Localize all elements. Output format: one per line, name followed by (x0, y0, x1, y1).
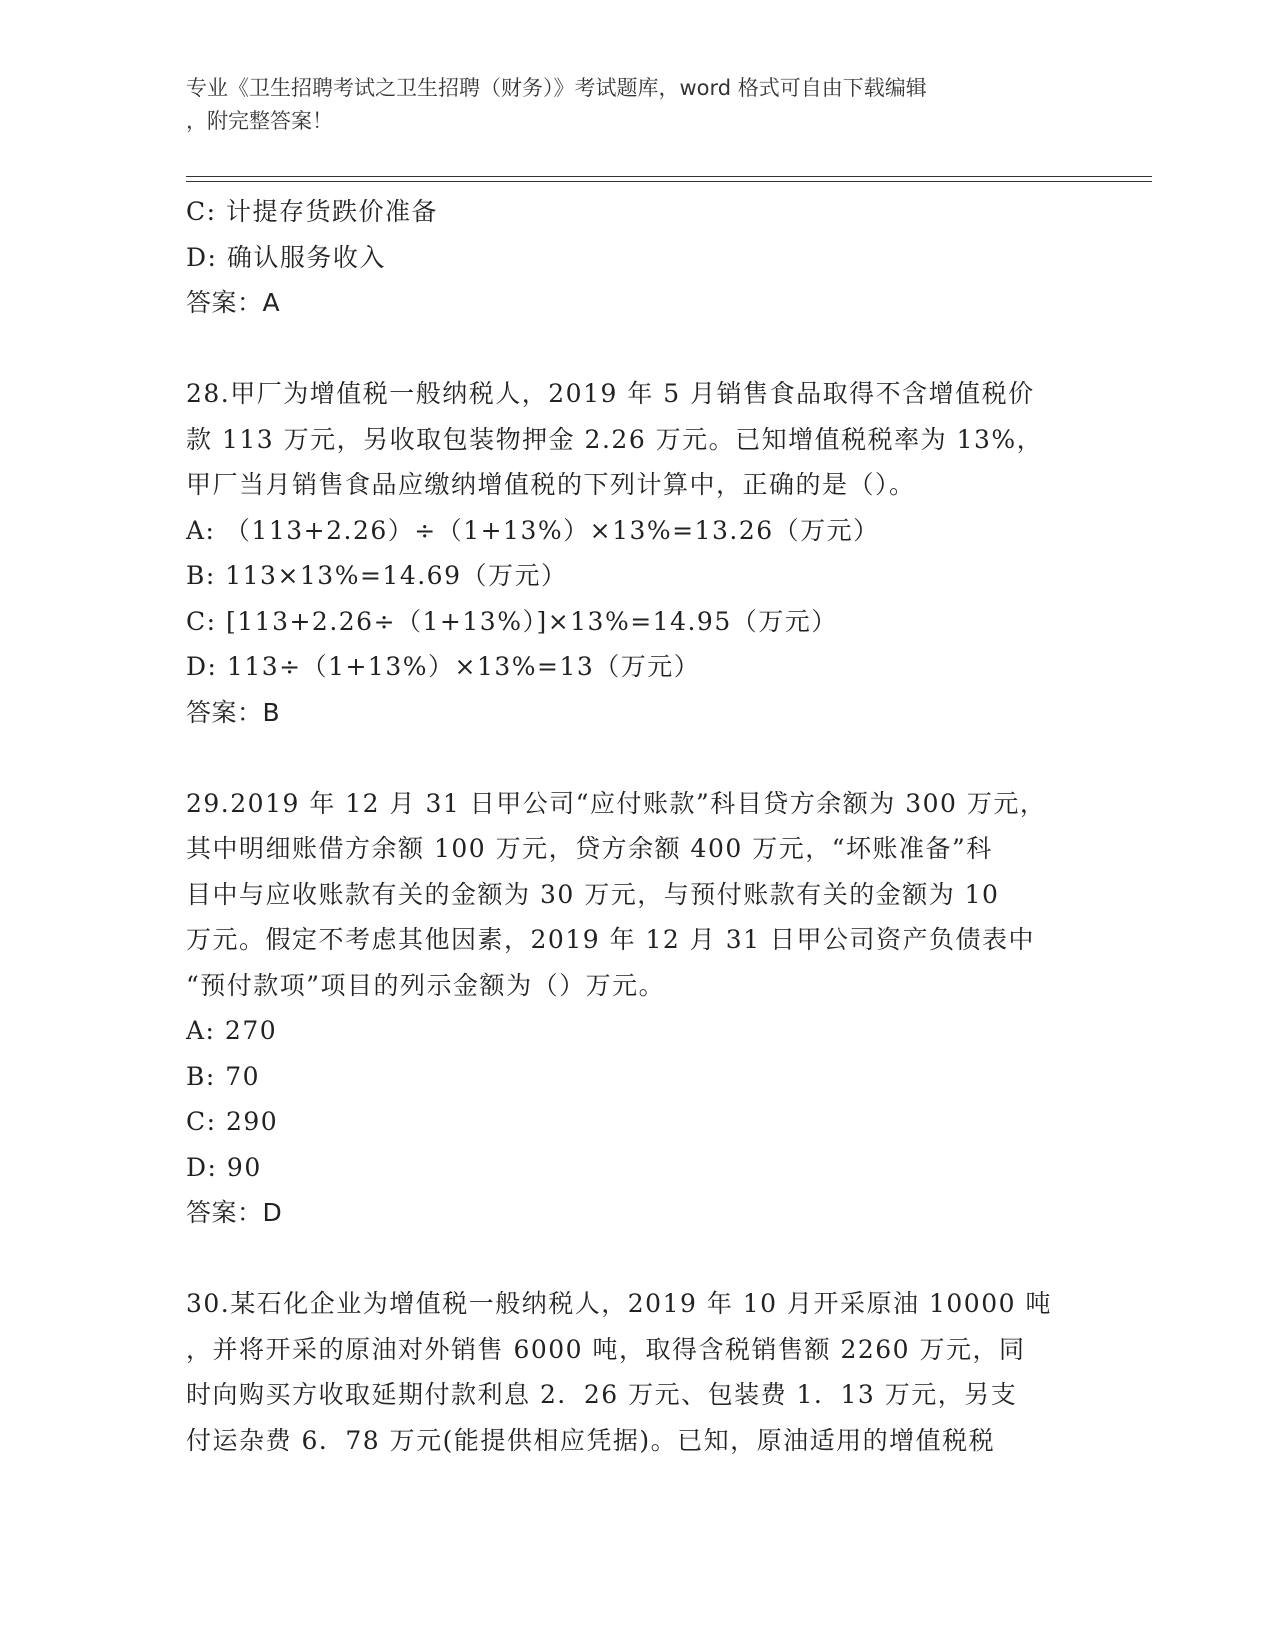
header-divider-thick (186, 176, 1152, 177)
question-stem-line: 万元。假定不考虑其他因素，2019 年 12 月 31 日甲公司资产负债表中 (186, 925, 1035, 954)
question-stem-line: 28.甲厂为增值税一般纳税人，2019 年 5 月销售食品取得不含增值税价 (186, 379, 1035, 408)
header-line-1: 专业《卫生招聘考试之卫生招聘（财务）》考试题库，word 格式可自由下载编辑 (186, 76, 927, 100)
spacer (186, 735, 1086, 781)
option-b: B: 113×13%=14.69（万元） (186, 561, 568, 590)
option-a: A: 270 (186, 1016, 278, 1045)
option-c: C: [113+2.26÷（1+13%）]×13%=14.95（万元） (186, 606, 838, 636)
header-divider-thin (186, 181, 1152, 182)
option-a: A: （113+2.26）÷（1+13%）×13%=13.26（万元） (186, 515, 880, 545)
answer-line: 答案：A (186, 288, 281, 317)
document-header (186, 72, 1066, 138)
question-stem-line: 30.某石化企业为增值税一般纳税人，2019 年 10 月开采原油 10000 吨 (186, 1289, 1052, 1318)
header-line-2: ，附完整答案！ (186, 109, 333, 133)
question-stem-line: 甲厂当月销售食品应缴纳增值税的下列计算中，正确的是（）。 (186, 470, 916, 499)
option-d: D: 确认服务收入 (186, 242, 386, 272)
answer-line: 答案：D (186, 1198, 283, 1227)
option-d: D: 90 (186, 1152, 262, 1182)
question-stem-line: 款 113 万元，另收取包装物押金 2.26 万元。已知增值税税率为 13%， (186, 424, 1044, 454)
question-stem-line: ，并将开采的原油对外销售 6000 吨，取得含税销售额 2260 万元，同 (186, 1334, 1026, 1364)
question-stem-line: 付运杂费 6．78 万元(能提供相应凭据)。已知，原油适用的增值税税 (186, 1425, 996, 1455)
question-29 (186, 781, 1086, 1236)
option-b: B: 70 (186, 1061, 261, 1091)
question-stem-line: 其中明细账借方余额 100 万元，贷方余额 400 万元，“坏账准备”科 (186, 834, 993, 863)
question-stem-line: 目中与应收账款有关的金额为 30 万元，与预付账款有关的金额为 10 (186, 879, 1000, 909)
option-c: C: 计提存货跌价准备 (186, 197, 438, 226)
spacer (186, 326, 1086, 372)
option-c: C: 290 (186, 1107, 279, 1136)
option-d: D: 113÷（1+13%）×13%=13（万元） (186, 652, 701, 681)
question-stem-line: 时向购买方收取延期付款利息 2．26 万元、包装费 1．13 万元，另支 (186, 1380, 1018, 1409)
spacer (186, 1236, 1086, 1282)
question-stem-line: 29.2019 年 12 月 31 日甲公司“应付账款”科目贷方余额为 300 万元， (186, 788, 1047, 818)
document-body (186, 189, 1086, 1463)
question-27-tail (186, 189, 1086, 326)
question-28 (186, 371, 1086, 735)
answer-line: 答案：B (186, 697, 281, 727)
question-stem-line: “预付款项”项目的列示金额为（）万元。 (186, 970, 666, 1000)
question-30 (186, 1281, 1086, 1463)
